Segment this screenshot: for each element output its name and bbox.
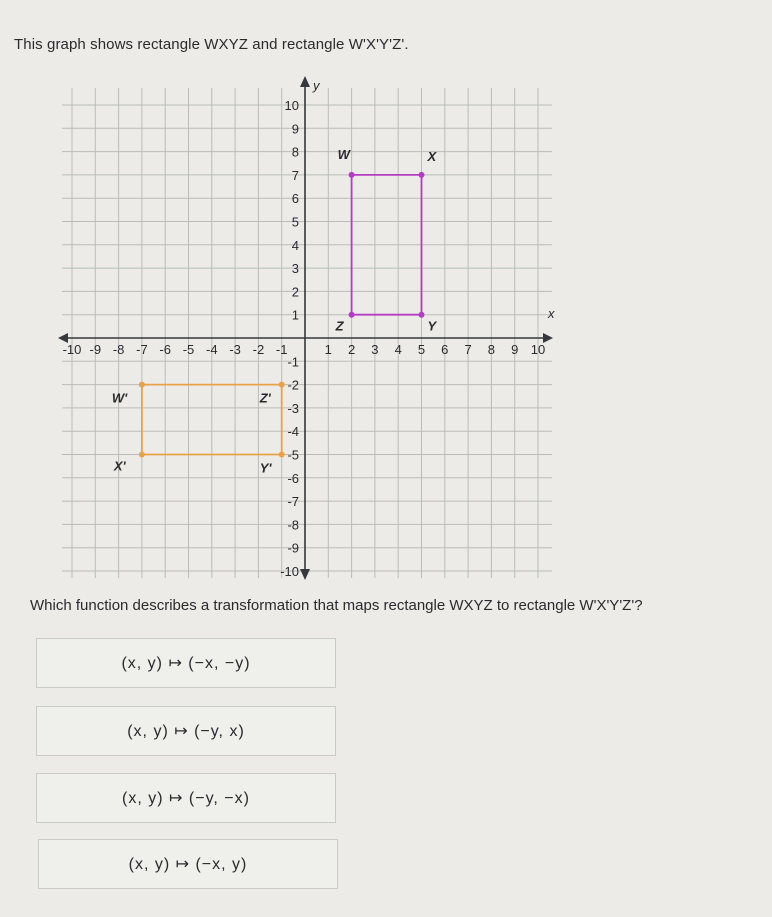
x-tick-label: 10: [530, 342, 546, 357]
x-tick-label: 3: [371, 342, 379, 357]
x-tick-label: 6: [441, 342, 449, 357]
question-text: Which function describes a transformation that maps rectangle WXYZ to rectangle W'X'Y'Z'?: [30, 597, 643, 614]
x-tick-label: -6: [159, 342, 171, 357]
image-vertex-xprime: [139, 452, 145, 458]
x-tick-label: 2: [347, 342, 356, 357]
image-vertex-zprime: [279, 382, 285, 388]
prompt-text: This graph shows rectangle WXYZ and rectangle W'X'Y'Z'.: [14, 36, 409, 53]
x-tick-label: 4: [394, 342, 402, 357]
y-tick-label: 8: [291, 144, 299, 160]
x-tick-label: -4: [206, 342, 218, 357]
x-tick-label: -9: [89, 342, 102, 357]
y-tick-label: 9: [291, 121, 299, 137]
y-tick-label: 6: [291, 191, 299, 207]
x-tick-label: 7: [464, 342, 472, 357]
original-label-x: X: [427, 148, 437, 164]
y-axis-arrow-up: [300, 76, 310, 87]
y-tick-label: 4: [291, 237, 299, 253]
x-axis-label: x: [548, 306, 555, 321]
y-tick-label: -7: [287, 494, 299, 510]
image-vertex-wprime: [139, 382, 145, 388]
x-tick-label: 8: [487, 342, 496, 357]
y-tick-label: -3: [287, 400, 299, 416]
x-tick-label: 9: [511, 342, 519, 357]
x-tick-label: -8: [112, 342, 125, 357]
y-tick-label: 5: [291, 214, 299, 230]
y-tick-label: -5: [287, 447, 299, 463]
y-tick-label: -8: [287, 517, 299, 533]
x-tick-label: -3: [229, 342, 241, 357]
original-label-z: Z: [335, 318, 344, 334]
y-tick-label: -4: [287, 424, 299, 440]
original-vertex-z: [349, 312, 355, 318]
original-vertex-x: [419, 172, 425, 178]
y-tick-label: 10: [284, 98, 299, 113]
image-label-wprime: W': [111, 390, 128, 406]
original-vertex-w: [349, 172, 355, 178]
image-label-yprime: Y': [259, 460, 272, 476]
y-tick-label: -2: [287, 377, 299, 393]
original-vertex-y: [419, 312, 425, 318]
image-vertex-yprime: [279, 452, 285, 458]
y-axis-arrow-down: [300, 569, 310, 580]
y-tick-label: 1: [291, 307, 299, 323]
answer-choice-2[interactable]: (x, y) ↦ (−y, x): [36, 706, 336, 756]
answer-choice-3[interactable]: (x, y) ↦ (−y, −x): [36, 773, 336, 823]
answer-choice-1[interactable]: (x, y) ↦ (−x, −y): [36, 638, 336, 688]
answer-choice-4[interactable]: (x, y) ↦ (−x, y): [38, 839, 338, 889]
original-label-y: Y: [427, 318, 437, 334]
x-tick-label: -2: [252, 342, 265, 357]
y-tick-label: 2: [291, 284, 299, 300]
y-tick-label: 3: [291, 261, 299, 277]
image-label-xprime: X': [113, 458, 126, 474]
y-tick-label: -6: [287, 470, 299, 486]
image-label-zprime: Z': [259, 390, 271, 406]
y-tick-label: -1: [287, 354, 299, 370]
y-tick-label: -9: [287, 540, 299, 556]
y-tick-label: -10: [280, 564, 299, 579]
x-tick-label: 1: [324, 342, 332, 357]
x-tick-label: -10: [62, 342, 82, 357]
y-tick-label: 7: [291, 167, 299, 183]
x-tick-label: 5: [417, 342, 426, 357]
x-tick-label: -7: [136, 342, 148, 357]
original-label-w: W: [337, 146, 350, 162]
x-tick-label: -1: [275, 342, 288, 357]
y-axis-label: y: [313, 78, 320, 93]
x-tick-label: -5: [182, 342, 195, 357]
